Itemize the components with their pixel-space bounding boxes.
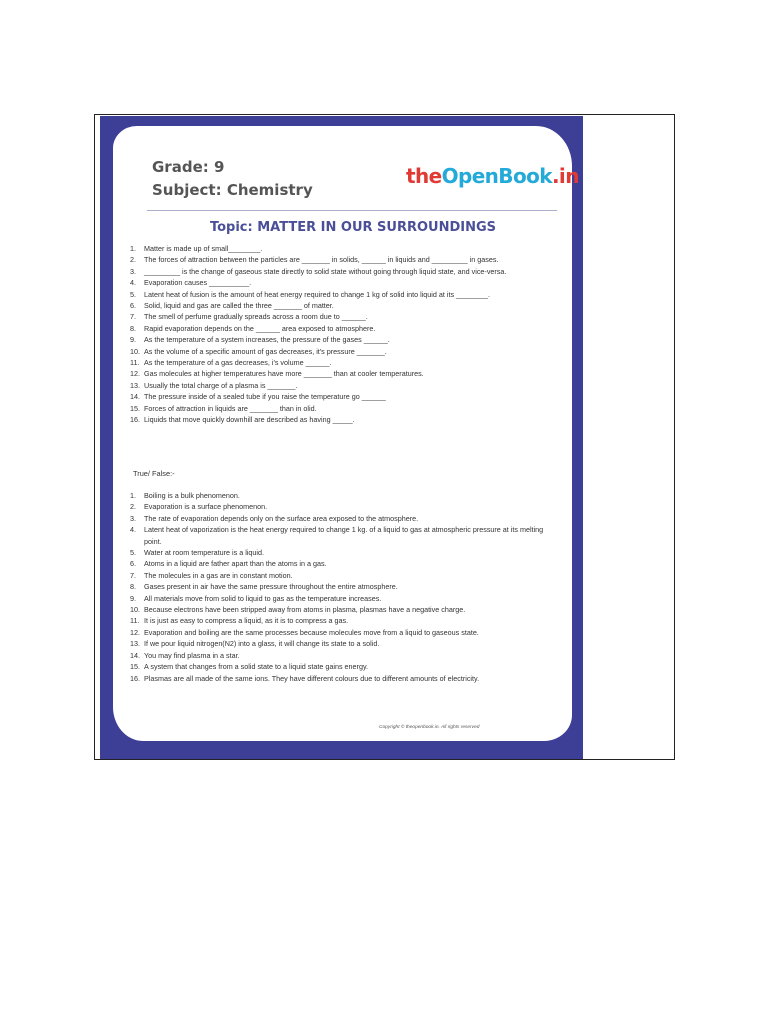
true-false-item xyxy=(130,558,558,569)
question-item xyxy=(130,254,558,265)
item-text: Rapid evaporation depends on the ______ area exposed to atmosphere. xyxy=(144,323,376,333)
question-item xyxy=(130,334,558,345)
item-text: Gas molecules at higher temperatures have more _______ than at cooler temperatures. xyxy=(144,369,424,379)
worksheet-image xyxy=(100,116,583,759)
item-text: All materials move from solid to liquid to gas as the temperature increases. xyxy=(144,593,382,603)
item-number: 5. xyxy=(130,548,136,558)
item-text: _________ is the change of gaseous state directly to solid state without going through liquid state, and vice-versa. xyxy=(144,266,507,276)
question-item xyxy=(130,323,558,334)
item-text: Atoms in a liquid are father apart than the atoms in a gas. xyxy=(144,559,327,569)
brand-main: OpenBook xyxy=(441,164,552,188)
grade-label: Grade: 9 xyxy=(152,158,225,176)
item-number: 7. xyxy=(130,570,136,580)
true-false-item xyxy=(130,638,558,649)
item-number: 12. xyxy=(130,369,140,379)
question-item xyxy=(130,300,558,311)
question-item xyxy=(130,243,558,254)
item-text: Usually the total charge of a plasma is _______. xyxy=(144,380,298,390)
item-text: As the temperature of a gas decreases, i's volume ______. xyxy=(144,358,332,368)
item-number: 4. xyxy=(130,278,136,288)
true-false-heading: True/ False:- xyxy=(133,469,175,478)
item-number: 3. xyxy=(130,513,136,523)
true-false-item xyxy=(130,570,558,581)
true-false-item xyxy=(130,490,558,501)
brand-prefix: the xyxy=(406,164,442,188)
item-number: 5. xyxy=(130,289,136,299)
topic-title: Topic: MATTER IN OUR SURROUNDINGS xyxy=(209,220,497,235)
item-number: 16. xyxy=(130,673,140,683)
item-text: The smell of perfume gradually spreads across a room due to ______. xyxy=(144,312,368,322)
item-number: 13. xyxy=(130,639,140,649)
true-false-item xyxy=(130,661,558,672)
question-item xyxy=(130,357,558,368)
question-item xyxy=(130,380,558,391)
item-number: 11. xyxy=(130,616,140,626)
item-text: You may find plasma in a star. xyxy=(144,650,240,660)
item-number: 2. xyxy=(130,255,136,265)
true-false-item xyxy=(130,650,558,661)
true-false-item xyxy=(130,581,558,592)
item-number: 10. xyxy=(130,605,140,615)
item-text: The forces of attraction between the particles are _______ in solids, ______ in liquids and _________ in gases. xyxy=(144,255,499,265)
item-text: Solid, liquid and gas are called the three _______ of matter. xyxy=(144,301,334,311)
item-text: Forces of attraction in liquids are _______ than in olid. xyxy=(144,403,317,413)
item-text: Matter is made up of small________. xyxy=(144,244,263,253)
item-number: 11. xyxy=(130,358,140,368)
item-text: If we pour liquid nitrogen(N2) into a glass, it will change its state to a solid. xyxy=(144,639,380,649)
item-number: 9. xyxy=(130,335,136,345)
true-false-item xyxy=(130,547,558,558)
subject-label: Subject: Chemistry xyxy=(152,181,313,199)
item-number: 10. xyxy=(130,346,140,356)
item-number: 16. xyxy=(130,415,140,425)
item-number: 15. xyxy=(130,662,140,672)
item-number: 7. xyxy=(130,312,136,322)
question-item xyxy=(130,391,558,402)
true-false-list xyxy=(130,490,558,684)
item-number: 9. xyxy=(130,593,136,603)
item-text: The molecules in a gas are in constant motion. xyxy=(144,570,293,580)
item-number: 6. xyxy=(130,301,136,311)
item-text: Evaporation causes __________. xyxy=(144,278,252,288)
brand-suffix: .in xyxy=(551,164,579,188)
item-number: 14. xyxy=(130,650,140,660)
item-text: The pressure inside of a sealed tube if you raise the temperature go ______ xyxy=(144,392,386,402)
true-false-item xyxy=(130,593,558,604)
true-false-item xyxy=(130,673,558,684)
item-text: Liquids that move quickly downhill are described as having _____. xyxy=(144,415,355,425)
question-item xyxy=(130,368,558,379)
item-text: Water at room temperature is a liquid. xyxy=(144,548,264,558)
item-text: As the temperature of a system increases, the pressure of the gases ______. xyxy=(144,335,390,345)
item-text: Gases present in air have the same pressure throughout the entire atmosphere. xyxy=(144,582,398,592)
fill-in-the-blank-list xyxy=(130,243,558,426)
item-number: 15. xyxy=(130,403,140,413)
true-false-item xyxy=(130,513,558,524)
true-false-item xyxy=(130,501,558,512)
question-item xyxy=(130,289,558,300)
worksheet-sheet xyxy=(113,126,579,741)
true-false-item xyxy=(130,604,558,615)
item-number: 8. xyxy=(130,582,136,592)
question-item xyxy=(130,311,558,322)
item-number: 3. xyxy=(130,266,136,276)
item-text: As the volume of a specific amount of gas decreases, it's pressure _______. xyxy=(144,346,387,356)
item-text: Because electrons have been stripped away from atoms in plasma, plasmas have a negative charge. xyxy=(144,605,466,615)
true-false-item xyxy=(130,627,558,638)
question-item xyxy=(130,403,558,414)
true-false-item xyxy=(130,615,558,626)
item-text: Boiling is a bulk phenomenon. xyxy=(144,491,240,500)
item-text: The rate of evaporation depends only on the surface area exposed to the atmosphere. xyxy=(144,513,419,523)
item-number: 1. xyxy=(130,491,136,500)
question-item xyxy=(130,414,558,425)
copyright-notice: Copyright © theopenbook.in. All rights reserved xyxy=(379,725,480,730)
header-divider xyxy=(147,210,557,211)
item-number: 12. xyxy=(130,627,140,637)
item-text: Latent heat of vaporization is the heat energy required to change 1 kg. of a liquid to gas at atmospheric pressure at its melting point. xyxy=(144,525,544,546)
item-number: 13. xyxy=(130,380,140,390)
item-text: Latent heat of fusion is the amount of heat energy required to change 1 kg of solid into liquid at its ________. xyxy=(144,289,491,299)
item-text: Evaporation is a surface phenomenon. xyxy=(144,502,268,512)
item-text: Plasmas are all made of the same ions. They have different colours due to different amounts of electricity. xyxy=(144,673,480,683)
question-item xyxy=(130,277,558,288)
item-number: 14. xyxy=(130,392,140,402)
true-false-item xyxy=(130,524,558,547)
item-number: 6. xyxy=(130,559,136,569)
item-number: 1. xyxy=(130,244,136,253)
question-item xyxy=(130,266,558,277)
item-number: 2. xyxy=(130,502,136,512)
question-item xyxy=(130,346,558,357)
item-text: A system that changes from a solid state to a liquid state gains energy. xyxy=(144,662,368,672)
item-number: 8. xyxy=(130,323,136,333)
item-text: It is just as easy to compress a liquid, as it is to compress a gas. xyxy=(144,616,349,626)
item-text: Evaporation and boiling are the same processes because molecules move from a liquid to gaseous state. xyxy=(144,627,479,637)
brand-logo xyxy=(406,164,579,188)
item-number: 4. xyxy=(130,525,136,535)
